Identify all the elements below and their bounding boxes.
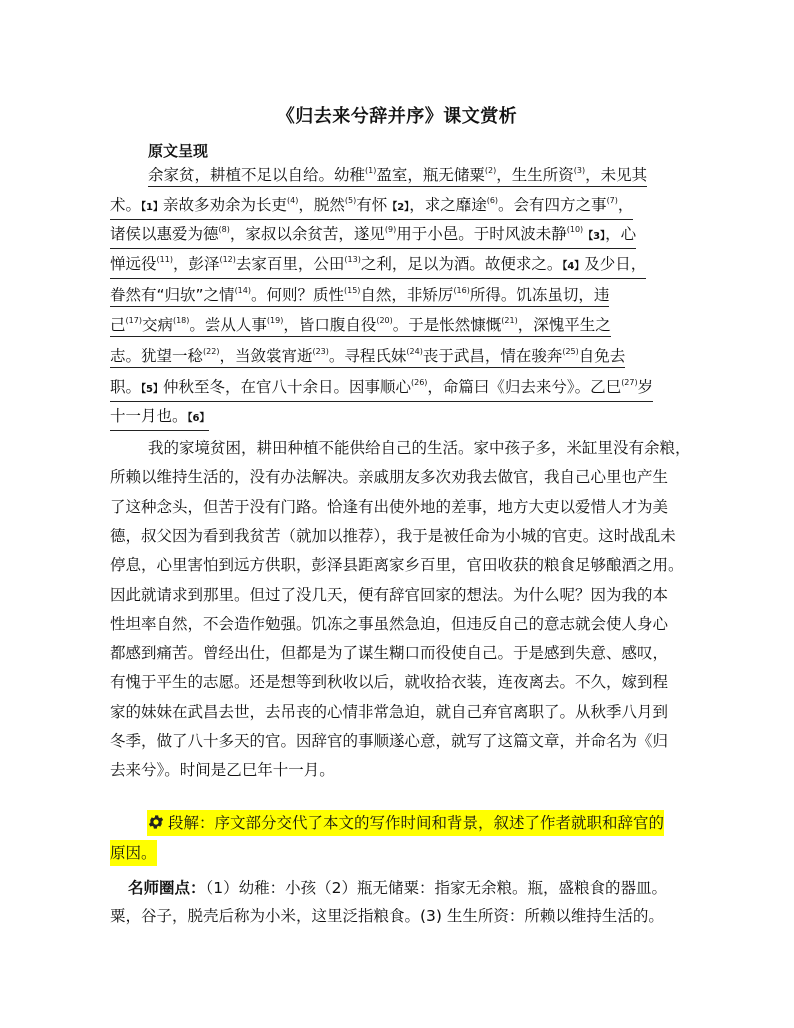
original-text-segment: 有怀 bbox=[356, 196, 388, 214]
annotation-marker: (18) bbox=[172, 315, 190, 325]
annotation-marker: (21) bbox=[501, 315, 518, 325]
original-text-segment: ，生生所资 bbox=[496, 166, 574, 184]
original-text-segment: 惮远役 bbox=[110, 255, 157, 273]
original-text-segment: 交病 bbox=[141, 316, 173, 334]
original-text-segment: ， bbox=[617, 196, 634, 214]
original-text-segment: 职。 bbox=[110, 378, 142, 396]
original-text-segment: 己 bbox=[110, 316, 126, 334]
original-line bbox=[110, 195, 633, 220]
footnote-marker: 【3】 bbox=[583, 231, 606, 242]
original-text-segment: 及少日， bbox=[584, 255, 647, 273]
annotation-marker: (13) bbox=[344, 254, 361, 264]
analysis-line-1 bbox=[147, 810, 664, 836]
translation-line: 德，叔父因为看到我贫苦（就加以推荐），我于是被任命为小城的官吏。这时战乱未 bbox=[110, 526, 676, 545]
original-text-segment: 岁 bbox=[637, 378, 654, 396]
annotation-marker: (14) bbox=[234, 285, 251, 295]
annotation-marker: (26) bbox=[411, 377, 428, 387]
annotation-marker: (8) bbox=[218, 224, 230, 234]
original-text-segment: 。寻程氏妹 bbox=[328, 347, 407, 365]
original-text-segment: 眷然有“归欤”之情 bbox=[110, 286, 235, 304]
original-text-segment: 仲秋至冬，在官八十余日。因事顺心 bbox=[162, 378, 411, 396]
section-heading: 原文呈现 bbox=[148, 142, 209, 160]
analysis-text-2: 原因。 bbox=[110, 844, 157, 862]
original-text-segment: 亲故多劝余为长吏 bbox=[162, 196, 287, 214]
translation-line: 因此就请求到那里。但过了没几天，便有辞官回家的想法。为什么呢？因为我的本 bbox=[110, 585, 669, 604]
annotation-marker: (7) bbox=[606, 195, 618, 205]
gear-icon bbox=[147, 813, 165, 831]
annotation-marker: (5) bbox=[344, 195, 357, 205]
translation-line: 我的家境贫困，耕田种植不能供给自己的生活。家中孩子多，米缸里没有余粮， bbox=[148, 439, 691, 457]
translation-line: 性坦率自然，不会造作勉强。饥冻之事虽然急迫，但违反自己的意志就会使人身心 bbox=[110, 614, 669, 633]
original-text-segment: 之利，足以为酒。故便求之。 bbox=[360, 255, 563, 273]
annotation-marker: (3) bbox=[573, 165, 586, 175]
annotation-marker: (9) bbox=[384, 224, 397, 234]
translation-line: 所赖以维持生活的，没有办法解决。亲戚朋友多次劝我去做官，我自己心里也产生 bbox=[110, 468, 669, 487]
original-text-segment: ，彭泽 bbox=[172, 255, 220, 273]
annotation-marker: (16) bbox=[453, 285, 470, 295]
notes-text-1: （1）幼稚：小孩（2）瓶无储粟：指家无余粮。瓶，盛粮食的器皿。 bbox=[205, 879, 667, 897]
original-text-segment: 自免去 bbox=[578, 347, 626, 365]
annotation-marker: (25) bbox=[562, 346, 579, 356]
original-text-segment: ，家叔以余贫苦，遂见 bbox=[229, 225, 385, 243]
notes-line-2 bbox=[110, 904, 664, 926]
original-text-segment: 志。犹望一稔 bbox=[110, 347, 204, 365]
original-text-segment: ，皆口腹自役 bbox=[283, 316, 377, 334]
annotation-marker: (15) bbox=[344, 285, 361, 295]
original-text-segment: ，未见其 bbox=[585, 166, 648, 184]
original-text-segment: 。于是怅然慷慨 bbox=[392, 316, 502, 334]
original-line bbox=[110, 254, 646, 279]
original-text-segment: 术。 bbox=[110, 196, 142, 214]
original-line bbox=[148, 165, 647, 187]
footnote-marker: 【1】 bbox=[141, 202, 163, 213]
original-text-segment: 盈室，瓶无储粟 bbox=[376, 166, 485, 184]
annotation-marker: (12) bbox=[219, 254, 236, 264]
original-text-segment: 。尝从人事 bbox=[189, 316, 267, 334]
original-line bbox=[110, 285, 609, 307]
annotation-marker: (27) bbox=[621, 377, 638, 387]
original-text-segment: ，深愧平生之 bbox=[517, 316, 611, 334]
annotation-marker: (17) bbox=[125, 315, 142, 325]
analysis-text-1: 段解：序文部分交代了本文的写作时间和背景，叙述了作者就职和辞官的 bbox=[168, 814, 665, 832]
translation-line: 了这种念头，但苦于没有门路。恰逢有出使外地的差事，地方大吏以爱惜人才为美 bbox=[110, 497, 669, 516]
original-text-segment: ，脱然 bbox=[298, 196, 345, 214]
original-text-segment: 十一月也。 bbox=[110, 407, 188, 425]
notes-label: 名师圈点： bbox=[128, 879, 206, 897]
original-text-segment: ，命篇曰《归去来兮》。乙巳 bbox=[427, 378, 622, 396]
original-text-segment: ，求之靡途 bbox=[409, 196, 487, 214]
annotation-marker: (1) bbox=[365, 165, 377, 175]
translation-line: 停息，心里害怕到远方供职，彭泽县距离家乡百里，官田收获的粮食足够酿酒之用。 bbox=[110, 556, 684, 575]
annotation-marker: (2) bbox=[484, 165, 497, 175]
original-text-segment: 。会有四方之事 bbox=[498, 196, 607, 214]
annotation-marker: (20) bbox=[376, 315, 393, 325]
translation-line: 有愧于平生的志愿。还是想等到秋收以后，就收拾衣装，连夜离去。不久，嫁到程 bbox=[110, 673, 669, 692]
annotation-marker: (4) bbox=[287, 195, 299, 205]
annotation-marker: (19) bbox=[266, 315, 284, 325]
footnote-marker: 【2】 bbox=[387, 202, 410, 213]
original-line bbox=[110, 224, 636, 249]
translation-line: 去来兮》。时间是乙巳年十一月。 bbox=[110, 761, 335, 780]
footnote-marker: 【4】 bbox=[562, 261, 585, 272]
analysis-line-2 bbox=[110, 840, 157, 866]
annotation-marker: (24) bbox=[406, 346, 423, 356]
annotation-marker: (6) bbox=[486, 195, 499, 205]
original-text-segment: 自然，非矫厉 bbox=[360, 286, 454, 304]
annotation-marker: (23) bbox=[312, 346, 329, 356]
original-text-segment: 用于小邑。于时风波未静 bbox=[396, 225, 567, 243]
annotation-marker: (11) bbox=[156, 254, 173, 264]
original-line bbox=[110, 377, 653, 402]
original-text-segment: 诸侯以惠爱为德 bbox=[110, 225, 219, 243]
annotation-marker: (10) bbox=[566, 224, 584, 234]
footnote-marker: 【6】 bbox=[187, 413, 210, 424]
original-text-segment: 丧于武昌，情在骏奔 bbox=[422, 347, 563, 365]
translation-line: 都感到痛苦。曾经出仕，但都是为了谋生糊口而役使自己。于是感到失意、感叹， bbox=[110, 644, 669, 663]
original-text-segment: 。何则？质性 bbox=[250, 286, 344, 304]
translation-line: 家的妹妹在武昌去世，去吊丧的心情非常急迫，就自己弃官离职了。从秋季八月到 bbox=[110, 702, 669, 721]
original-text-segment: ，当敛裳宵逝 bbox=[219, 347, 313, 365]
notes-line-1 bbox=[128, 876, 667, 898]
annotation-marker: (22) bbox=[203, 346, 220, 356]
footnote-marker: 【5】 bbox=[141, 384, 163, 395]
original-line bbox=[110, 315, 611, 337]
document-title: 《归去来兮辞并序》课文赏析 bbox=[276, 106, 518, 127]
notes-text-2: 粟，谷子，脱壳后称为小米，这里泛指粮食。(3) 生生所资：所赖以维持生活的。 bbox=[110, 907, 664, 925]
original-text-segment: 余家贫，耕植不足以自给。幼稚 bbox=[148, 166, 366, 184]
translation-line: 冬季，做了八十多天的官。因辞官的事顺遂心意，就写了这篇文章，并命名为《归 bbox=[110, 732, 669, 750]
original-text-segment: 所得。饥冻虽切，违 bbox=[469, 286, 610, 304]
original-text-segment: 去家百里，公田 bbox=[235, 255, 345, 273]
original-line bbox=[110, 406, 209, 431]
original-text-segment: ，心 bbox=[605, 225, 637, 243]
original-line bbox=[110, 346, 625, 368]
